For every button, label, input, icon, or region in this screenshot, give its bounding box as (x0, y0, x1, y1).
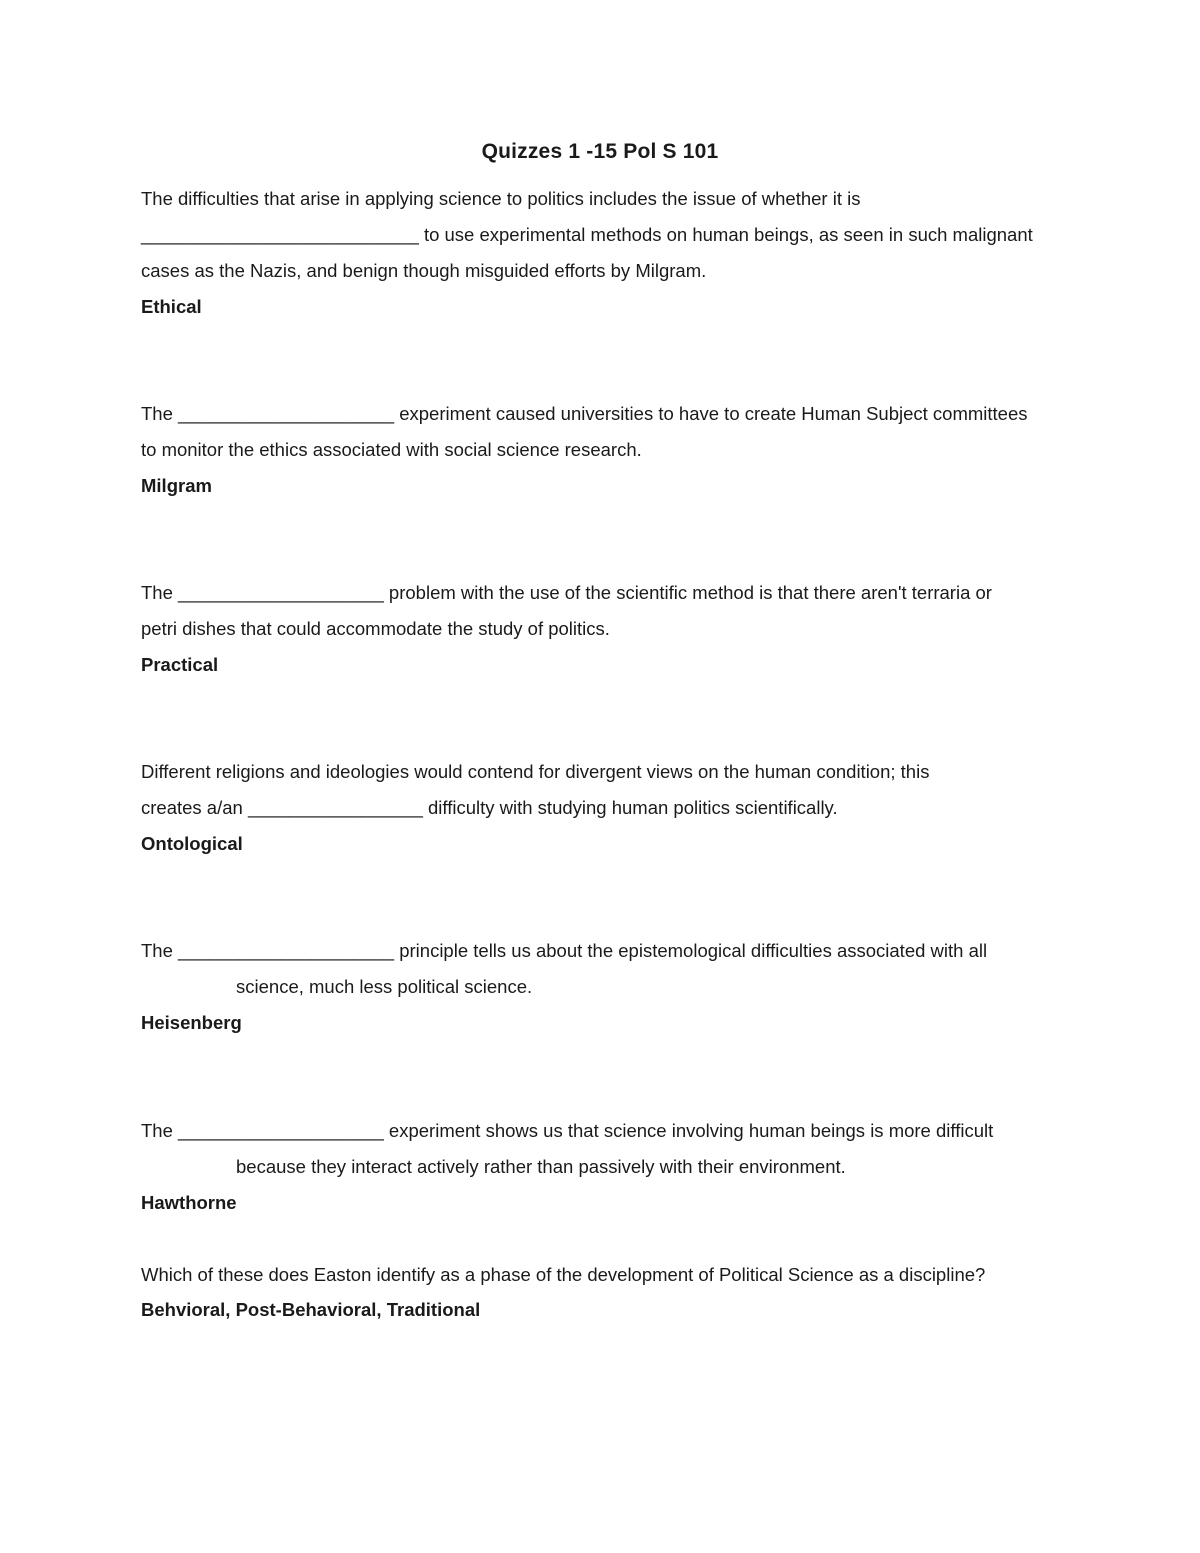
question-6-line-1: The ____________________ experiment shows us that science involving human beings is more difficult (141, 1120, 994, 1141)
question-6-answer: Hawthorne (141, 1192, 237, 1213)
question-3-line-1: The ____________________ problem with the use of the scientific method is that there aren't terraria or (141, 582, 992, 603)
question-2-line-2: to monitor the ethics associated with social science research. (141, 439, 642, 460)
question-2-line-1: The _____________________ experiment caused universities to have to create Human Subject committees (141, 403, 1028, 424)
question-1-answer: Ethical (141, 296, 202, 317)
question-6-line-2: because they interact actively rather than passively with their environment. (236, 1156, 846, 1177)
question-4-line-2: creates a/an _________________ difficulty with studying human politics scientifically. (141, 797, 838, 818)
question-4-answer: Ontological (141, 833, 243, 854)
document-title: Quizzes 1 -15 Pol S 101 (481, 140, 719, 163)
question-7-answer: Behvioral, Post-Behavioral, Traditional (141, 1299, 481, 1320)
question-3-answer: Practical (141, 654, 219, 675)
question-2-answer: Milgram (141, 475, 212, 496)
question-1-line-2: ___________________________ to use experimental methods on human beings, as seen in such malignant (141, 224, 1033, 245)
question-1-line-1: The difficulties that arise in applying science to politics includes the issue of whether it is (141, 188, 861, 209)
question-3-line-2: petri dishes that could accommodate the study of politics. (141, 618, 610, 639)
question-7-line-1: Which of these does Easton identify as a phase of the development of Political Science as a discipline? (141, 1264, 986, 1285)
question-1-line-3: cases as the Nazis, and benign though misguided efforts by Milgram. (141, 260, 707, 281)
question-4-line-1: Different religions and ideologies would contend for divergent views on the human condition; this (141, 761, 930, 782)
question-5-line-2: science, much less political science. (236, 976, 533, 997)
question-5-line-1: The _____________________ principle tells us about the epistemological difficulties associated with all (141, 940, 988, 961)
question-5-answer: Heisenberg (141, 1012, 242, 1033)
